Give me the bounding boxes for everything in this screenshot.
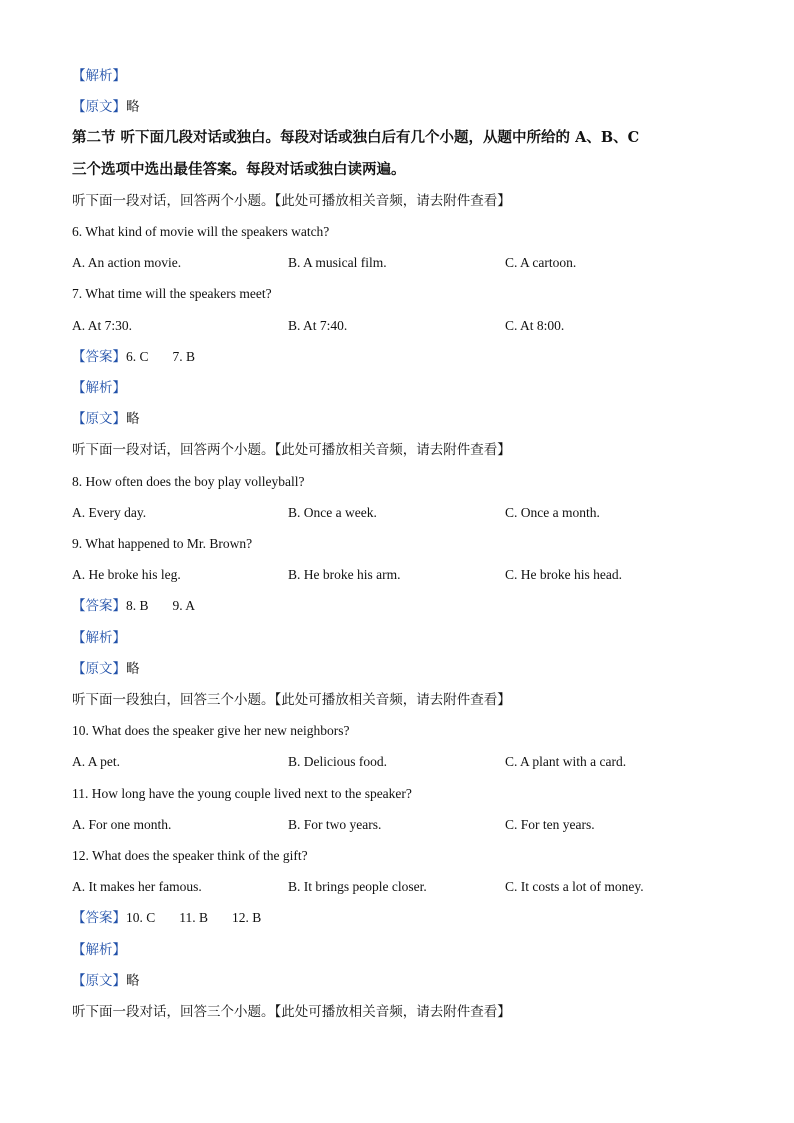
section-tag: 【原文】 — [72, 973, 126, 989]
section-tag: 【解析】 — [72, 68, 126, 84]
tag-text: 略 — [126, 99, 140, 115]
answer-tag: 【答案】 — [72, 349, 126, 365]
label-line — [72, 627, 126, 649]
question-text: 11. How long have the young couple lived next to the speaker? — [72, 786, 412, 801]
section-heading: 第二节 听下面几段对话或独白。每段对话或独白后有几个小题，从题中所给的 A、B、C — [72, 129, 640, 146]
option-b: B. At 7:40. — [288, 318, 348, 333]
option-c: C. A cartoon. — [505, 255, 577, 270]
option-a: A. He broke his leg. — [72, 567, 181, 582]
options-row — [72, 564, 712, 586]
label-line — [72, 408, 140, 430]
question-text: 9. What happened to Mr. Brown? — [72, 536, 253, 551]
option-b: B. A musical film. — [288, 255, 387, 270]
option-c: C. For ten years. — [505, 817, 595, 832]
option-b: B. Delicious food. — [288, 754, 387, 769]
options-row — [72, 876, 712, 898]
label-line — [72, 96, 140, 118]
options-row — [72, 315, 712, 337]
answer-line — [72, 907, 261, 929]
section-tag: 【解析】 — [72, 380, 126, 396]
options-row — [72, 502, 712, 524]
instruction-text: 听下面一段对话，回答两个小题。【此处可播放相关音频，请去附件查看】 — [72, 193, 511, 209]
answer-line — [72, 595, 195, 617]
answer-tag: 【答案】 — [72, 598, 126, 614]
question-text: 10. What does the speaker give her new neighbors? — [72, 723, 350, 738]
option-a: A. A pet. — [72, 754, 121, 769]
options-row — [72, 814, 712, 836]
answer-line — [72, 346, 195, 368]
option-c: C. He broke his head. — [505, 567, 622, 582]
option-a: A. An action movie. — [72, 255, 182, 270]
question-text: 6. What kind of movie will the speakers watch? — [72, 224, 330, 239]
instruction-text: 听下面一段对话，回答两个小题。【此处可播放相关音频，请去附件查看】 — [72, 442, 511, 458]
answer-item: 11. B — [179, 910, 209, 925]
answer-item: 7. B — [172, 349, 196, 364]
options-row — [72, 751, 712, 773]
option-c: C. Once a month. — [505, 505, 600, 520]
option-a: A. At 7:30. — [72, 318, 133, 333]
question-text: 7. What time will the speakers meet? — [72, 286, 272, 301]
option-a: A. For one month. — [72, 817, 172, 832]
option-b: B. He broke his arm. — [288, 567, 401, 582]
option-a: A. It makes her famous. — [72, 879, 202, 894]
option-a: A. Every day. — [72, 505, 147, 520]
answer-item: 9. A — [172, 598, 196, 613]
options-row — [72, 252, 712, 274]
section-tag: 【原文】 — [72, 411, 126, 427]
label-line — [72, 939, 126, 961]
section-tag: 【原文】 — [72, 661, 126, 677]
section-tag: 【解析】 — [72, 630, 126, 646]
option-b: B. For two years. — [288, 817, 382, 832]
label-line — [72, 65, 126, 87]
section-tag: 【原文】 — [72, 99, 126, 115]
question-text: 8. How often does the boy play volleyball? — [72, 474, 305, 489]
label-line — [72, 377, 126, 399]
option-c: C. It costs a lot of money. — [505, 879, 644, 894]
label-line — [72, 658, 140, 680]
instruction-text: 听下面一段独白，回答三个小题。【此处可播放相关音频，请去附件查看】 — [72, 692, 511, 708]
section-heading: 三个选项中选出最佳答案。每段对话或独白读两遍。 — [72, 161, 406, 178]
answer-tag: 【答案】 — [72, 910, 126, 926]
tag-text: 略 — [126, 973, 140, 989]
answer-item: 6. C — [126, 349, 149, 364]
option-b: B. Once a week. — [288, 505, 377, 520]
answer-item: 8. B — [126, 598, 149, 613]
instruction-text: 听下面一段对话，回答三个小题。【此处可播放相关音频，请去附件查看】 — [72, 1004, 511, 1020]
answer-item: 10. C — [126, 910, 156, 925]
label-line — [72, 970, 140, 992]
question-text: 12. What does the speaker think of the gift? — [72, 848, 308, 863]
option-b: B. It brings people closer. — [288, 879, 427, 894]
option-c: C. At 8:00. — [505, 318, 565, 333]
tag-text: 略 — [126, 661, 140, 677]
section-tag: 【解析】 — [72, 942, 126, 958]
option-c: C. A plant with a card. — [505, 754, 627, 769]
answer-item: 12. B — [232, 910, 262, 925]
tag-text: 略 — [126, 411, 140, 427]
